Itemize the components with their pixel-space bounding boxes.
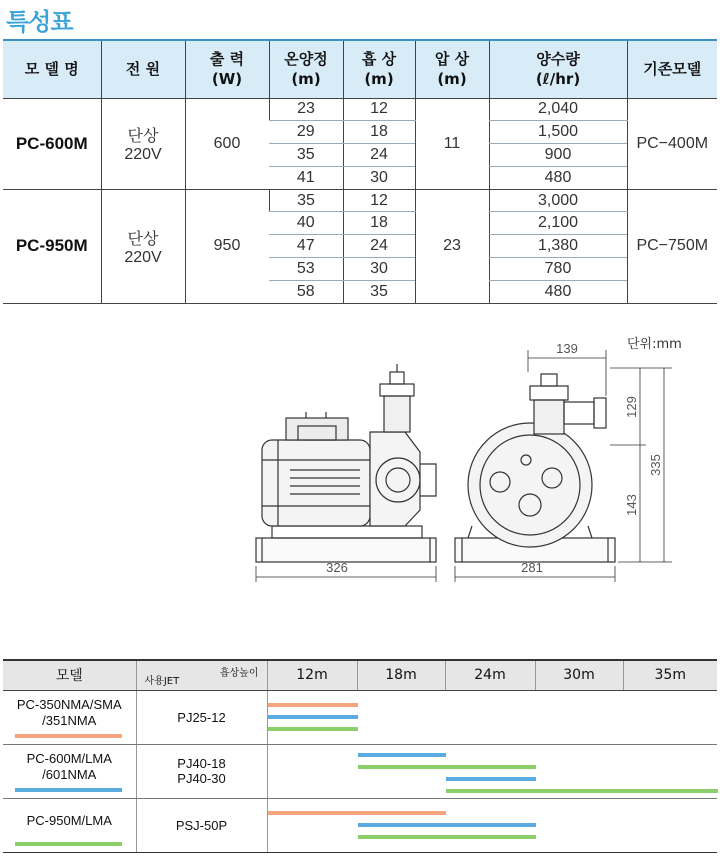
spec-table bbox=[3, 39, 717, 304]
head-cell: 41 bbox=[269, 166, 343, 189]
bar-area bbox=[267, 690, 717, 744]
suction-cell: 12 bbox=[343, 189, 415, 212]
dim-lower-height: 143 bbox=[624, 494, 639, 516]
head-cell: 29 bbox=[269, 121, 343, 144]
pressure-cell: 23 bbox=[415, 189, 489, 303]
jet-model-cell: PC-350NMA/SMA /351NMA bbox=[3, 690, 136, 744]
header-prev-model: 기존모델 bbox=[627, 40, 717, 98]
power-cell: 단상 220V bbox=[101, 189, 185, 303]
jet-type-cell: PJ25-12 bbox=[136, 690, 267, 744]
jet-header-row bbox=[3, 660, 717, 690]
head-cell: 35 bbox=[269, 144, 343, 167]
suction-range-bar bbox=[358, 753, 446, 757]
head-cell: 40 bbox=[269, 212, 343, 235]
jet-header-diagonal bbox=[136, 660, 267, 690]
suction-range-bar bbox=[268, 727, 358, 731]
table-row bbox=[3, 744, 717, 798]
flow-cell: 780 bbox=[489, 258, 627, 281]
model-name: PC-950M bbox=[3, 189, 101, 303]
suction-cell: 18 bbox=[343, 212, 415, 235]
dim-top-width: 139 bbox=[556, 341, 578, 356]
jet-model-cell: PC-600M/LMA /601NMA bbox=[3, 744, 136, 798]
jet-type-cell: PJ40-18 PJ40-30 bbox=[136, 744, 267, 798]
model-color-swatch bbox=[15, 788, 122, 792]
suction-range-bar bbox=[268, 811, 446, 815]
flow-cell: 2,100 bbox=[489, 212, 627, 235]
bar-area bbox=[267, 744, 717, 798]
model-color-swatch bbox=[15, 734, 122, 738]
dim-total-height: 335 bbox=[648, 454, 663, 476]
dim-upper-height: 129 bbox=[624, 396, 639, 418]
head-cell: 47 bbox=[269, 235, 343, 258]
table-row bbox=[3, 798, 717, 852]
section-title: 특성표 bbox=[6, 8, 73, 36]
model-color-swatch bbox=[15, 842, 122, 846]
head-cell: 58 bbox=[269, 280, 343, 303]
suction-range-bar bbox=[446, 789, 718, 793]
suction-cell: 30 bbox=[343, 258, 415, 281]
head-cell: 23 bbox=[269, 98, 343, 121]
output-cell: 950 bbox=[185, 189, 269, 303]
table-row bbox=[3, 690, 717, 744]
flow-cell: 2,040 bbox=[489, 98, 627, 121]
jet-type-cell: PSJ-50P bbox=[136, 798, 267, 852]
flow-cell: 1,500 bbox=[489, 121, 627, 144]
suction-cell: 24 bbox=[343, 235, 415, 258]
height-col-35m: 35m bbox=[623, 660, 717, 690]
output-cell: 600 bbox=[185, 98, 269, 189]
unit-label: 단위:mm bbox=[627, 337, 682, 352]
jet-header-jet: 사용JET bbox=[144, 675, 180, 687]
table-row bbox=[3, 189, 717, 212]
height-col-24m: 24m bbox=[445, 660, 535, 690]
header-power: 전 원 bbox=[101, 40, 185, 98]
suction-cell: 12 bbox=[343, 98, 415, 121]
height-col-12m: 12m bbox=[267, 660, 357, 690]
flow-cell: 1,380 bbox=[489, 235, 627, 258]
head-cell: 53 bbox=[269, 258, 343, 281]
suction-range-bar bbox=[268, 703, 358, 707]
dim-front-width: 281 bbox=[521, 560, 543, 575]
header-head: 온양정 (m) bbox=[269, 40, 343, 98]
suction-range-bar bbox=[268, 715, 358, 719]
header-model: 모 델 명 bbox=[3, 40, 101, 98]
suction-range-bar bbox=[358, 765, 536, 769]
suction-cell: 35 bbox=[343, 280, 415, 303]
table-row bbox=[3, 98, 717, 121]
spec-header-row bbox=[3, 40, 717, 98]
suction-range-bar bbox=[358, 835, 536, 839]
flow-cell: 3,000 bbox=[489, 189, 627, 212]
height-col-30m: 30m bbox=[535, 660, 623, 690]
pressure-cell: 11 bbox=[415, 98, 489, 189]
flow-cell: 480 bbox=[489, 166, 627, 189]
side-view bbox=[256, 364, 436, 582]
dim-side-width: 326 bbox=[326, 560, 348, 575]
suction-cell: 18 bbox=[343, 121, 415, 144]
bar-area bbox=[267, 798, 717, 852]
pump-drawing bbox=[0, 320, 720, 610]
suction-range-bar bbox=[358, 823, 536, 827]
jet-table bbox=[3, 659, 717, 853]
suction-range-bar bbox=[446, 777, 536, 781]
prev-model-cell: PC−750M bbox=[627, 189, 717, 303]
jet-model-cell: PC-950M/LMA bbox=[3, 798, 136, 852]
header-output: 출 력 (W) bbox=[185, 40, 269, 98]
flow-cell: 900 bbox=[489, 144, 627, 167]
jet-header-height: 흡상높이 bbox=[219, 668, 259, 679]
height-col-18m: 18m bbox=[357, 660, 445, 690]
suction-cell: 24 bbox=[343, 144, 415, 167]
header-suction: 흡 상 (m) bbox=[343, 40, 415, 98]
power-cell: 단상 220V bbox=[101, 98, 185, 189]
header-flow: 양수량 (ℓ/hr) bbox=[489, 40, 627, 98]
head-cell: 35 bbox=[269, 189, 343, 212]
jet-header-model: 모델 bbox=[3, 660, 136, 690]
front-view bbox=[455, 350, 672, 582]
flow-cell: 480 bbox=[489, 280, 627, 303]
prev-model-cell: PC−400M bbox=[627, 98, 717, 189]
header-pressure: 압 상 (m) bbox=[415, 40, 489, 98]
suction-cell: 30 bbox=[343, 166, 415, 189]
model-name: PC-600M bbox=[3, 98, 101, 189]
